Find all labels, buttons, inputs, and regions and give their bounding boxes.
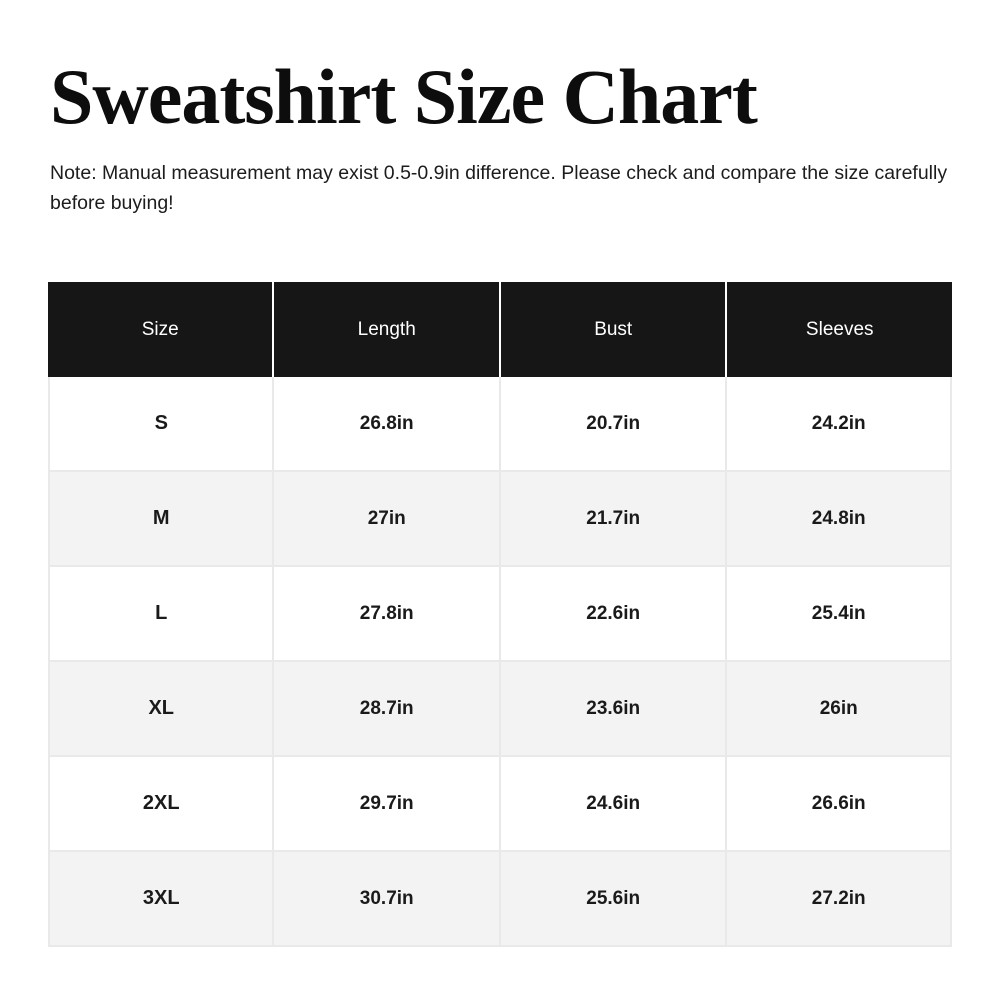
cell-length: 27.8in [274,567,500,662]
table-row-2xl [48,757,952,852]
size-chart-table [48,282,952,947]
cell-bust: 24.6in [501,757,727,852]
cell-bust: 21.7in [501,472,727,567]
cell-length: 27in [274,472,500,567]
cell-sleeves: 26in [727,662,952,757]
cell-length: 26.8in [274,377,500,472]
column-header-bust: Bust [501,282,727,377]
table-row-3xl [48,852,952,947]
column-header-length: Length [274,282,500,377]
cell-bust: 25.6in [501,852,727,947]
cell-bust: 20.7in [501,377,727,472]
cell-bust: 23.6in [501,662,727,757]
cell-size: 3XL [48,852,274,947]
page-title: Sweatshirt Size Chart [50,53,757,140]
cell-size: S [48,377,274,472]
cell-sleeves: 26.6in [727,757,952,852]
column-header-size: Size [48,282,274,377]
table-row-m [48,472,952,567]
cell-sleeves: 27.2in [727,852,952,947]
table-header-row [48,282,952,377]
column-header-sleeves: Sleeves [727,282,952,377]
cell-sleeves: 24.8in [727,472,952,567]
table-row-xl [48,662,952,757]
cell-length: 30.7in [274,852,500,947]
note-text: Note: Manual measurement may exist 0.5-0.9in difference. Please check and compare the size carefully before buying! [50,162,948,214]
table-row-s [48,377,952,472]
cell-bust: 22.6in [501,567,727,662]
cell-size: L [48,567,274,662]
cell-length: 28.7in [274,662,500,757]
table-row-l [48,567,952,662]
cell-size: XL [48,662,274,757]
cell-sleeves: 25.4in [727,567,952,662]
cell-sleeves: 24.2in [727,377,952,472]
cell-length: 29.7in [274,757,500,852]
cell-size: M [48,472,274,567]
cell-size: 2XL [48,757,274,852]
